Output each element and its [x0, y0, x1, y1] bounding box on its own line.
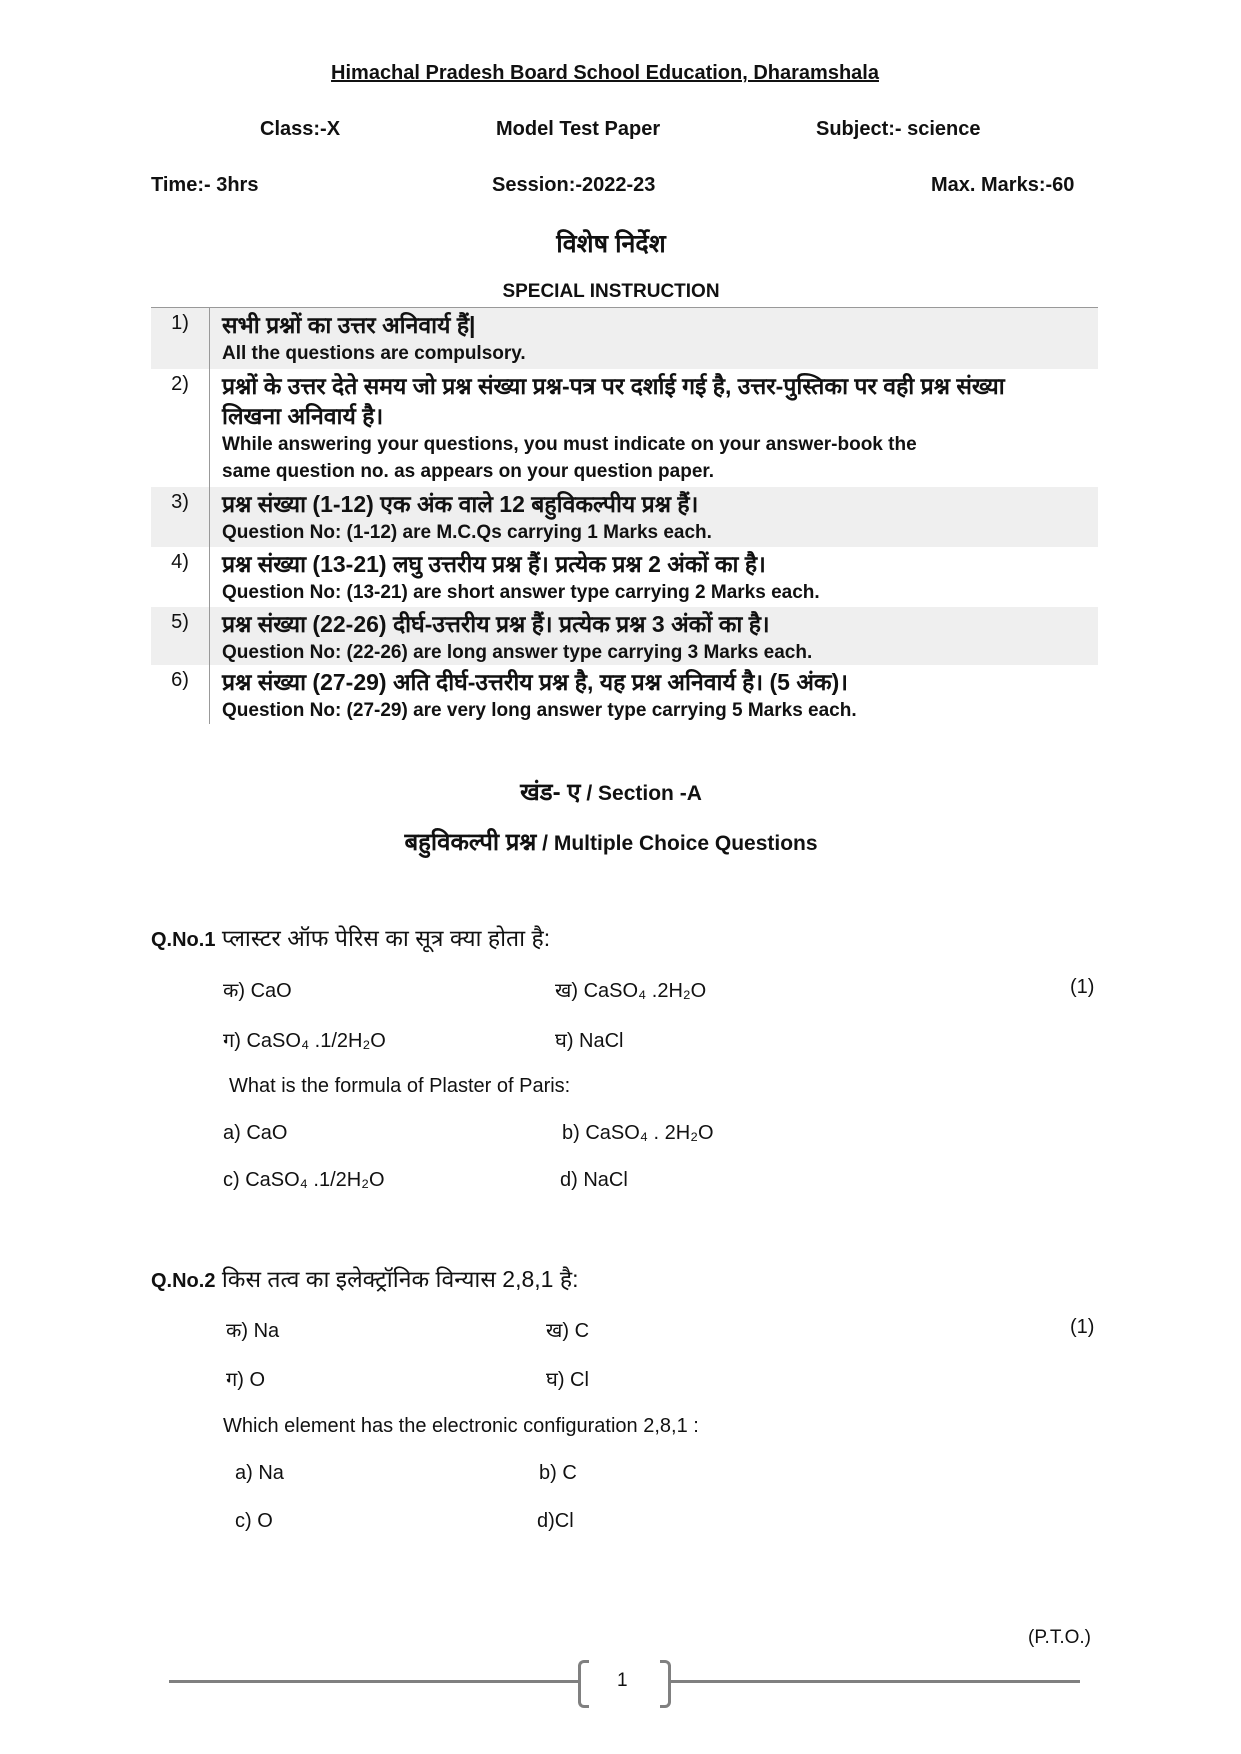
page-bracket-left — [578, 1660, 589, 1708]
instruction-row — [151, 547, 1098, 607]
question-2 — [151, 1262, 578, 1294]
question-number: Q.No.1 — [151, 929, 216, 951]
instructions-table — [151, 307, 1098, 724]
instruction-hindi: प्रश्न संख्या (13-21) लघु उत्तरीय प्रश्न हैं। प्रत्येक प्रश्न 2 अंकों का है। — [222, 551, 766, 577]
paper-type: Model Test Paper — [496, 118, 661, 140]
question-hindi: प्लास्टर ऑफ पेरिस का सूत्र क्या होता है: — [215, 925, 551, 951]
instruction-number: 5) — [151, 607, 210, 665]
question-marks: (1) — [1070, 1316, 1095, 1338]
option-hindi-c: ग) CaSO₄ .1/2H₂O — [223, 1030, 386, 1052]
instruction-row — [151, 369, 1098, 487]
instruction-hindi: प्रश्न संख्या (22-26) दीर्घ-उत्तरीय प्रश्न हैं। प्रत्येक प्रश्न 3 अंकों का है। — [222, 611, 770, 637]
hindi-instruction-heading: विशेष निर्देश — [556, 230, 666, 258]
option-english-d: d)Cl — [537, 1510, 574, 1532]
section-heading — [0, 775, 1222, 808]
time-label: Time:- 3hrs — [151, 174, 259, 196]
question-hindi: किस तत्व का इलेक्ट्रॉनिक विन्यास 2,8,1 है: — [215, 1266, 579, 1292]
section-hindi: खंड- ए — [520, 779, 581, 806]
option-hindi-d: घ) Cl — [546, 1369, 589, 1391]
instruction-english: Question No: (1-12) are M.C.Qs carrying 1 Marks each. — [222, 522, 712, 543]
instruction-row — [151, 665, 1098, 724]
option-english-a: a) CaO — [223, 1122, 288, 1144]
board-title: Himachal Pradesh Board School Education, Dharamshala — [331, 62, 879, 84]
instruction-english: Question No: (22-26) are long answer type carrying 3 Marks each. — [222, 642, 813, 663]
option-english-c: c) CaSO₄ .1/2H₂O — [223, 1169, 385, 1191]
instruction-number: 3) — [151, 487, 210, 547]
instruction-number: 6) — [151, 665, 210, 724]
instruction-number: 4) — [151, 547, 210, 607]
question-marks: (1) — [1070, 976, 1095, 998]
option-hindi-d: घ) NaCl — [555, 1030, 624, 1052]
footer-line-left — [169, 1680, 579, 1683]
option-hindi-b: ख) C — [546, 1320, 590, 1342]
mcq-hindi: बहुविकल्पी प्रश्न — [404, 829, 537, 856]
option-english-b: b) CaSO₄ . 2H₂O — [562, 1122, 714, 1144]
option-english-d: d) NaCl — [560, 1169, 628, 1191]
page-number: 1 — [617, 1670, 628, 1691]
instruction-english: Question No: (27-29) are very long answer type carrying 5 Marks each. — [222, 700, 857, 721]
class-label: Class:-X — [260, 118, 341, 140]
instruction-english: While answering your questions, you must indicate on your answer-book the same question no. as appears on your question paper. — [222, 434, 917, 482]
instruction-english: All the questions are compulsory. — [222, 343, 526, 364]
subject-label: Subject:- science — [816, 118, 981, 140]
special-instruction-heading: SPECIAL INSTRUCTION — [502, 281, 720, 302]
question-english: What is the formula of Plaster of Paris: — [229, 1075, 571, 1097]
instruction-number: 1) — [151, 308, 210, 369]
option-hindi-b: ख) CaSO₄ .2H₂O — [555, 980, 707, 1002]
instruction-row — [151, 487, 1098, 547]
max-marks-label: Max. Marks:-60 — [931, 174, 1075, 196]
mcq-english: / Multiple Choice Questions — [536, 832, 818, 855]
pto-label: (P.T.O.) — [1028, 1627, 1091, 1648]
instruction-hindi: प्रश्नों के उत्तर देते समय जो प्रश्न संख्या प्रश्न-पत्र पर दर्शाई गई है, उत्तर-पुस्तिका पर वही प्रश्न संख्या लिखना अनिवार्य है। — [222, 373, 1005, 429]
instruction-hindi: सभी प्रश्नों का उत्तर अनिवार्य हैं| — [222, 312, 476, 338]
option-english-c: c) O — [235, 1510, 273, 1532]
instruction-english: Question No: (13-21) are short answer type carrying 2 Marks each. — [222, 582, 820, 603]
option-english-b: b) C — [539, 1462, 577, 1484]
question-english: Which element has the electronic configuration 2,8,1 : — [223, 1415, 699, 1437]
session-label: Session:-2022-23 — [492, 174, 656, 196]
question-number: Q.No.2 — [151, 1270, 216, 1292]
option-hindi-c: ग) O — [226, 1369, 266, 1391]
instruction-hindi: प्रश्न संख्या (27-29) अति दीर्घ-उत्तरीय प्रश्न है, यह प्रश्न अनिवार्य है। (5 अंक)। — [222, 669, 848, 695]
question-1 — [151, 921, 550, 953]
page-bracket-right — [660, 1660, 671, 1708]
option-english-a: a) Na — [235, 1462, 284, 1484]
instruction-row — [151, 607, 1098, 665]
mcq-heading — [0, 825, 1222, 858]
footer-line-right — [670, 1680, 1080, 1683]
instruction-row — [151, 308, 1098, 369]
section-english: / Section -A — [580, 782, 702, 805]
option-hindi-a: क) CaO — [223, 980, 292, 1002]
option-hindi-a: क) Na — [226, 1320, 280, 1342]
instruction-hindi: प्रश्न संख्या (1-12) एक अंक वाले 12 बहुविकल्पीय प्रश्न हैं। — [222, 491, 699, 517]
instruction-number: 2) — [151, 369, 210, 487]
